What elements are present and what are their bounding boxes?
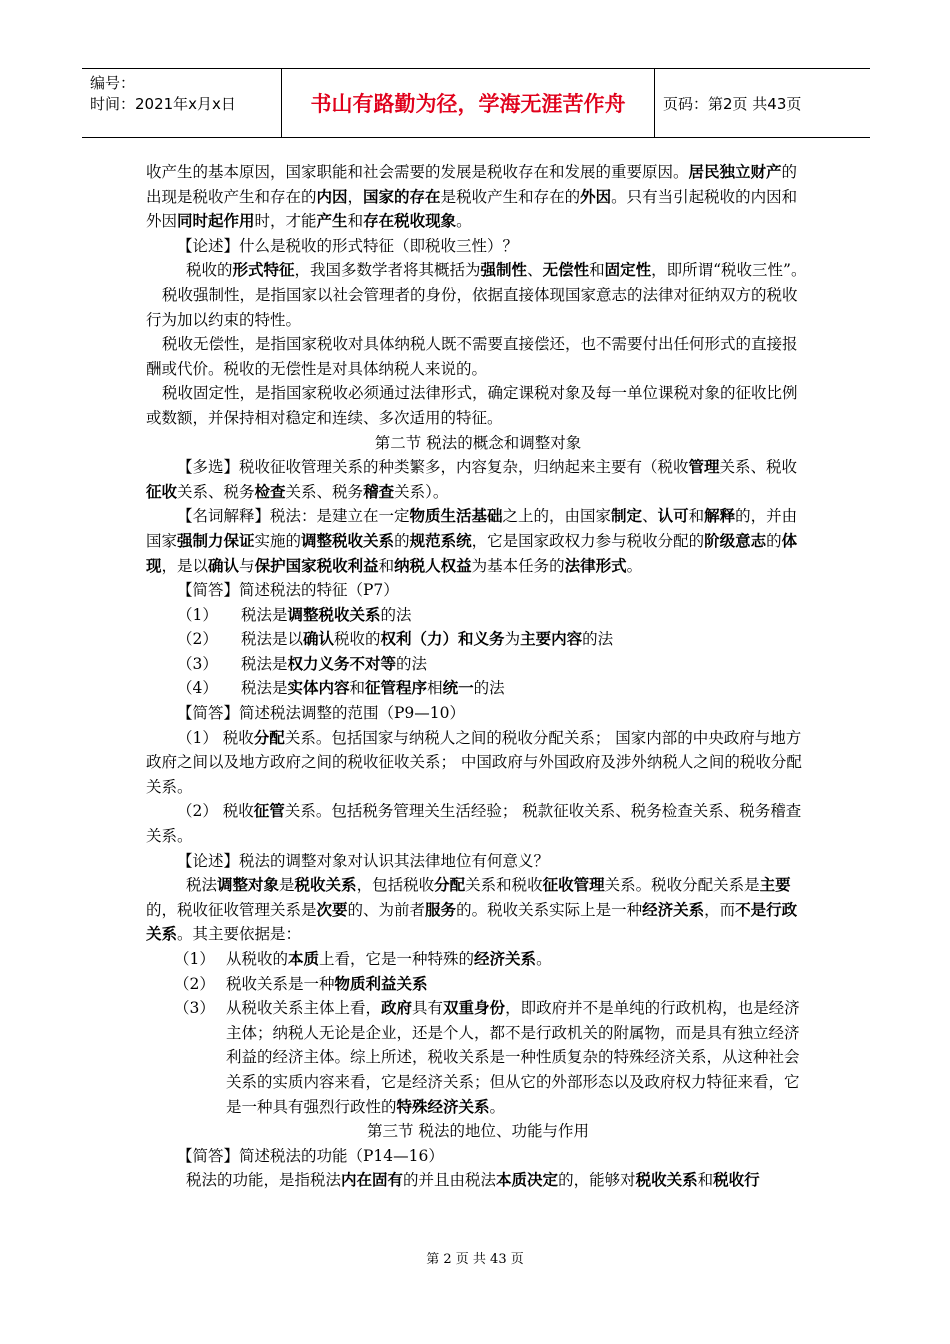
list-item-text: 从税收关系主体上看，政府具有双重身份，即政府并不是单纯的行政机构，也是经济主体；纳税人无论是企业，还是个人，都不是行政机关的附属物，而是具有独立经济利益的经济主体。综上所述，税收关系是一种性质复杂的特殊经济关系，从这种社会关系的实质内容来看，它是经济关系；但从它的外部形态以及政府权力特征来看，它是一种具有强烈行政性的特殊经济关系。 bbox=[226, 999, 800, 1116]
bold-term: 物质生活基础 bbox=[409, 507, 503, 526]
bold-term: 特殊经济关系 bbox=[396, 1097, 490, 1116]
bold-term: 内因 bbox=[316, 187, 348, 206]
paragraph: 【多选】税收征收管理关系的种类繁多，内容复杂，归纳起来主要有（税收管理关系、税收征收关系、税务检查关系、税务稽查关系）。 bbox=[146, 458, 798, 501]
paragraph: 税收强制性，是指国家以社会管理者的身份，依据直接体现国家意志的法律对征纳双方的税收行为加以约束的特性。 bbox=[146, 285, 798, 329]
document-number-label: 编号： bbox=[90, 74, 136, 92]
bold-term: 经济关系 bbox=[642, 900, 705, 919]
document-time: 时间：2021年x月x日 bbox=[90, 95, 236, 113]
section-heading: 第三节 税法的地位、功能与作用 bbox=[367, 1122, 589, 1141]
paragraph: 税收的形式特征，我国多数学者将其概括为强制性、无偿性和固定性，即所谓“税收三性”。 bbox=[186, 261, 807, 280]
header-meta bbox=[82, 69, 282, 137]
paragraph: 【论述】什么是税收的形式特征（即税收三性）？ bbox=[177, 236, 519, 255]
bold-term: 调整税收关系 bbox=[301, 531, 395, 550]
list-item-text: 税法是调整税收关系的法 bbox=[241, 605, 412, 624]
bold-term: 征管程序 bbox=[365, 679, 428, 698]
bold-term: 强制力保证 bbox=[177, 531, 255, 550]
paragraph: 税收无偿性，是指国家税收对具体纳税人既不需要直接偿还，也不需要付出任何形式的直接报酬或代价。税收的无偿性是对具体纳税人来说的。 bbox=[146, 335, 798, 378]
bold-term: 检查 bbox=[254, 482, 286, 501]
bold-term: 体现 bbox=[146, 531, 798, 575]
paragraph: 税收固定性，是指国家税收必须通过法律形式，确定课税对象及每一单位课税对象的征收比例或数额，并保持相对稳定和连续、多次适用的特征。 bbox=[146, 384, 798, 427]
bold-term: 管理 bbox=[688, 458, 720, 477]
list-item bbox=[146, 627, 810, 652]
list-item bbox=[146, 972, 810, 997]
bold-term: 税收关系 bbox=[635, 1171, 698, 1190]
bold-term: 强制性 bbox=[480, 261, 528, 280]
bold-term: 确认 bbox=[208, 556, 240, 575]
bold-term: 确认 bbox=[303, 630, 335, 649]
bold-term: 产生 bbox=[316, 212, 348, 231]
paragraph: 【简答】简述税法的功能（P14—16） bbox=[177, 1146, 444, 1165]
bold-term: 权利（力）和义务 bbox=[380, 630, 505, 649]
bold-term: 双重身份 bbox=[443, 999, 506, 1018]
paragraph: 【论述】税法的调整对象对认识其法律地位有何意义？ bbox=[177, 851, 550, 870]
bold-term: 调整税收关系 bbox=[287, 605, 381, 624]
bold-term: 法律形式 bbox=[564, 556, 627, 575]
bold-term: 本质 bbox=[288, 950, 320, 968]
bold-term: 税收关系 bbox=[294, 876, 357, 895]
bold-term: 本质决定 bbox=[496, 1171, 559, 1190]
list-item-text: 税法是实体内容和征管程序相统一的法 bbox=[241, 679, 505, 698]
bold-term: 居民独立财产 bbox=[688, 163, 782, 181]
list-item bbox=[146, 603, 810, 628]
bold-term: 国家的存在 bbox=[363, 187, 441, 206]
bold-term: 形式特征 bbox=[232, 261, 295, 280]
bold-term: 稽查 bbox=[363, 482, 395, 501]
list-item-text: 从税收的本质上看，它是一种特殊的经济关系。 bbox=[226, 950, 552, 968]
bold-term: 服务 bbox=[425, 900, 457, 919]
bold-term: 次要 bbox=[316, 900, 348, 919]
bold-term: 主要 bbox=[759, 876, 791, 895]
bold-term: 纳税人权益 bbox=[394, 556, 472, 575]
bold-term: 权力义务不对等 bbox=[287, 654, 397, 673]
bold-term: 保护国家税收利益 bbox=[254, 556, 379, 575]
list-item-number: （3） bbox=[174, 999, 215, 1018]
bold-term: 税收行 bbox=[713, 1171, 760, 1190]
bold-term: 固定性 bbox=[604, 261, 652, 280]
list-item-number: （2） bbox=[177, 630, 218, 649]
paragraph: 税法调整对象是税收关系，包括税收分配关系和税收征收管理关系。税收分配关系是主要的，税收征收管理关系是次要的、为前者服务的。税收关系实际上是一种经济关系，而不是行政关系。其主要依据是： bbox=[146, 876, 798, 944]
page-header bbox=[82, 68, 870, 138]
paragraph: （2） 税收征管关系。包括税务管理关生活经验； 税款征收关系、税务检查关系、税务稽查关系。 bbox=[146, 802, 802, 846]
list-item-number: （2） bbox=[174, 974, 215, 993]
list-item-number: （3） bbox=[177, 654, 218, 673]
bold-term: 政府 bbox=[381, 999, 413, 1018]
bold-term: 分配 bbox=[434, 876, 466, 895]
list-item-number: （4） bbox=[177, 679, 218, 698]
paragraph: （1） 税收分配关系。包括国家与纳税人之间的税收分配关系； 国家内部的中央政府与地方政府之间以及地方政府之间的税收征收关系； 中国政府与外国政府及涉外纳税人之间的税收分配关系。 bbox=[146, 728, 802, 796]
list-item bbox=[146, 996, 810, 1119]
list-item-number: （1） bbox=[174, 950, 215, 968]
bold-term: 制定 bbox=[611, 507, 643, 526]
bold-term: 无偿性 bbox=[542, 261, 590, 280]
paragraph: 【简答】简述税法调整的范围（P9—10） bbox=[177, 704, 466, 723]
paragraph: 【名词解释】税法：是建立在一定物质生活基础之上的，由国家制定、认可和解释的，并由国家强制力保证实施的调整税收关系的规范系统，它是国家政权力参与税收分配的阶级意志的体现，是以确认与保护国家税收利益和纳税人权益为基本任务的法律形式。 bbox=[146, 507, 798, 575]
bold-term: 阶级意志 bbox=[704, 531, 767, 550]
paragraph: 税法的功能，是指税法内在固有的并且由税法本质决定的，能够对税收关系和税收行 bbox=[186, 1171, 760, 1190]
header-motto: 书山有路勤为径，学海无涯苦作舟 bbox=[282, 69, 655, 137]
bold-term: 分配 bbox=[253, 728, 285, 747]
bold-term: 主要内容 bbox=[520, 630, 583, 649]
bold-term: 物质利益关系 bbox=[334, 974, 428, 993]
document-body bbox=[146, 160, 810, 1193]
bold-term: 征收 bbox=[146, 482, 178, 501]
bold-term: 同时起作用 bbox=[177, 212, 255, 231]
bold-term: 实体内容 bbox=[287, 679, 350, 698]
paragraph: 收产生的基本原因，国家职能和社会需要的发展是税收存在和发展的重要原因。居民独立财产的出现是税收产生和存在的内因，国家的存在是税收产生和存在的外因。只有当引起税收的内因和外因同时起作用时，才能产生和存在税收现象。 bbox=[146, 163, 798, 231]
bold-term: 征收管理 bbox=[542, 876, 605, 895]
list-item bbox=[146, 652, 810, 677]
bold-term: 存在税收现象 bbox=[363, 212, 457, 231]
bold-term: 不是行政关系 bbox=[146, 900, 798, 944]
bold-term: 内在固有 bbox=[341, 1171, 404, 1190]
list-item bbox=[146, 947, 810, 972]
list-item-number: （1） bbox=[177, 605, 218, 624]
header-page-info: 页码：第2页 共43页 bbox=[663, 94, 802, 113]
section-heading: 第二节 税法的概念和调整对象 bbox=[374, 433, 582, 452]
page-footer: 第 2 页 共 43 页 bbox=[426, 1252, 524, 1267]
bold-term: 认可 bbox=[657, 507, 689, 526]
list-item bbox=[146, 676, 810, 701]
paragraph: 【简答】简述税法的特征（P7） bbox=[177, 581, 399, 600]
list-item-text: 税收关系是一种物质利益关系 bbox=[226, 974, 428, 993]
list-item-text: 税法是以确认税收的权利（力）和义务为主要内容的法 bbox=[241, 630, 614, 649]
bold-term: 规范系统 bbox=[409, 531, 472, 550]
list-item-text: 税法是权力义务不对等的法 bbox=[241, 654, 428, 673]
bold-term: 经济关系 bbox=[474, 950, 537, 968]
bold-term: 调整对象 bbox=[217, 876, 280, 895]
bold-term: 征管 bbox=[253, 802, 285, 821]
bold-term: 外因 bbox=[580, 187, 612, 206]
bold-term: 解释 bbox=[704, 507, 736, 526]
bold-term: 统一 bbox=[442, 679, 474, 698]
